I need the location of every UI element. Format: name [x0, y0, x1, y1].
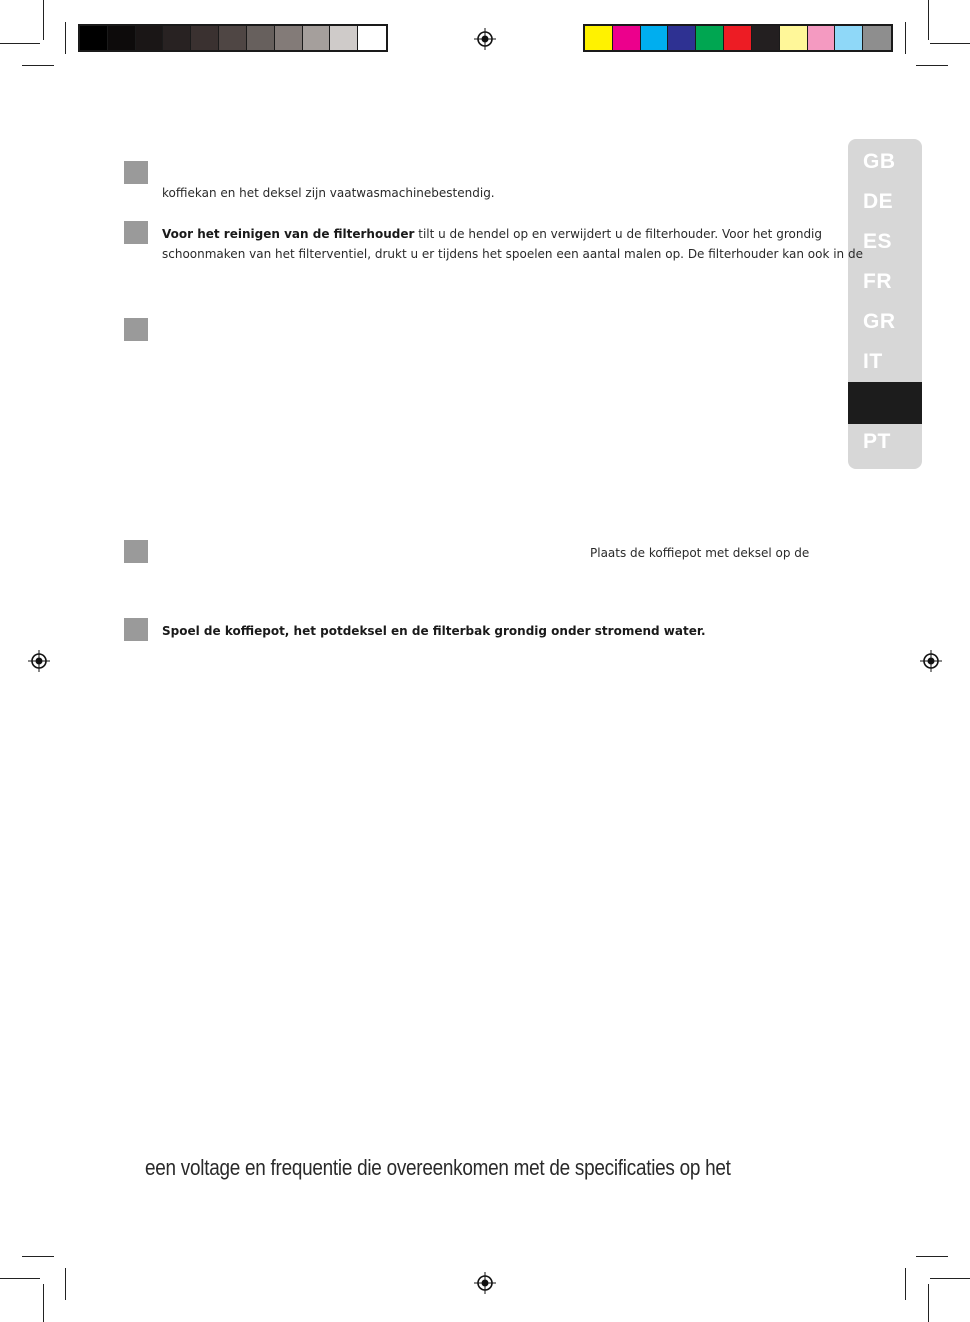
bottom-text-line: een voltage en frequentie die overeenkomen met de specificaties op het	[145, 1155, 731, 1180]
step-number-box	[124, 540, 148, 563]
process-swatch	[585, 26, 613, 50]
crop-mark	[22, 65, 54, 66]
language-tab-it[interactable]: IT	[863, 350, 883, 373]
process-swatch	[863, 26, 891, 50]
crop-mark	[905, 22, 906, 54]
crop-mark	[916, 1256, 948, 1257]
language-tab-gb[interactable]: GB	[863, 150, 896, 173]
step-2-line-2: schoonmaken van het filterventiel, drukt u er tijdens het spoelen een aantal malen op. De filterhouder kan ook in de	[162, 247, 863, 261]
process-swatch	[613, 26, 641, 50]
step-1-text	[162, 183, 495, 203]
greyscale-color-bar	[78, 24, 388, 52]
process-swatch	[641, 26, 669, 50]
language-tab-es[interactable]: ES	[863, 230, 893, 253]
crop-mark	[0, 1278, 40, 1279]
process-swatch	[752, 26, 780, 50]
process-swatch	[668, 26, 696, 50]
greyscale-swatch	[163, 26, 191, 50]
language-tab-pt[interactable]: PT	[863, 430, 891, 453]
process-swatch	[780, 26, 808, 50]
greyscale-swatch	[191, 26, 219, 50]
greyscale-swatch	[358, 26, 386, 50]
process-swatch	[835, 26, 863, 50]
step-4-fragment: Plaats de koffiepot met deksel op de	[590, 546, 810, 560]
process-color-bar	[583, 24, 893, 52]
crop-mark	[65, 22, 66, 54]
process-swatch	[808, 26, 836, 50]
greyscale-swatch	[247, 26, 275, 50]
crop-mark	[928, 1284, 929, 1322]
process-swatch	[724, 26, 752, 50]
registration-mark-icon	[474, 28, 496, 50]
step-2-line-1: tilt u de hendel op en verwijdert u de filterhouder. Voor het grondig	[414, 227, 823, 241]
step-number-box	[124, 161, 148, 184]
crop-mark	[928, 0, 929, 40]
process-swatch	[696, 26, 724, 50]
registration-mark-icon	[920, 650, 942, 672]
greyscale-swatch	[275, 26, 303, 50]
step-number-box	[124, 618, 148, 641]
greyscale-swatch	[108, 26, 136, 50]
step-5-text	[162, 621, 706, 641]
greyscale-swatch	[80, 26, 108, 50]
crop-mark	[0, 43, 40, 44]
crop-mark	[22, 1256, 54, 1257]
step-1-line-2: koffiekan en het deksel zijn vaatwasmachinebestendig.	[162, 186, 495, 200]
language-tab-gr[interactable]: GR	[863, 310, 896, 333]
greyscale-swatch	[330, 26, 358, 50]
crop-mark	[930, 43, 970, 44]
crop-mark	[916, 65, 948, 66]
greyscale-swatch	[136, 26, 164, 50]
language-tab-fr[interactable]: FR	[863, 270, 892, 293]
greyscale-swatch	[219, 26, 247, 50]
step-2-bold-lead: Voor het reinigen van de filterhouder	[162, 227, 415, 241]
greyscale-swatch	[303, 26, 331, 50]
crop-mark	[43, 1284, 44, 1322]
crop-mark	[43, 0, 44, 40]
step-5-bold-text: Spoel de koffiepot, het potdeksel en de filterbak grondig onder stromend water.	[162, 624, 706, 638]
step-2-text	[162, 224, 863, 264]
language-tab-de[interactable]: DE	[863, 190, 894, 213]
registration-mark-icon	[28, 650, 50, 672]
language-tab-strip	[848, 139, 922, 469]
step-number-box	[124, 318, 148, 341]
registration-mark-icon	[474, 1272, 496, 1294]
crop-mark	[905, 1268, 906, 1300]
crop-mark	[930, 1278, 970, 1279]
step-4-text	[590, 543, 809, 563]
step-number-box	[124, 221, 148, 244]
language-tab-active-marker	[848, 382, 922, 424]
crop-mark	[65, 1268, 66, 1300]
